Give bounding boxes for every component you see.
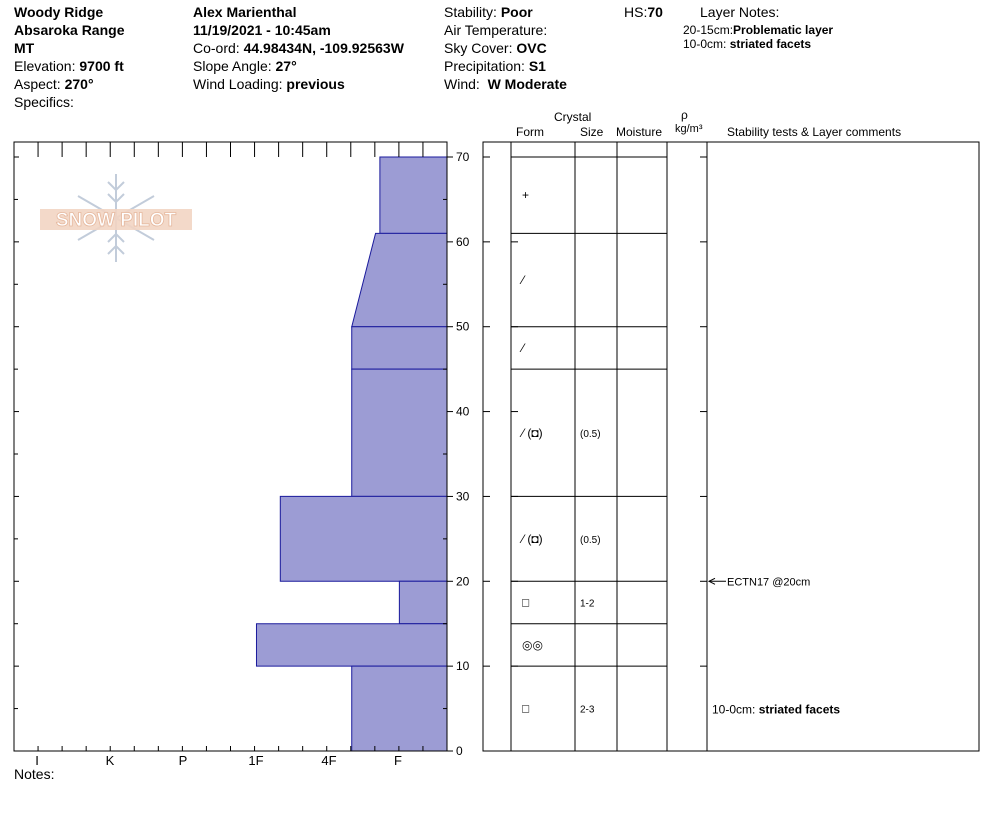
hardness-bar-2 [352,233,447,326]
crystal-size-6: 1-2 [580,598,595,610]
wind: Wind: W Moderate [444,76,567,92]
location-name: Woody Ridge [14,4,104,20]
elevation: Elevation: 9700 ft [14,58,124,74]
layer-notes-title: Layer Notes: [700,4,780,20]
crystal-form-3: ⁄ [522,340,525,355]
crystal-form-7: ◎◎ [522,637,543,652]
air-temperature: Air Temperature: [444,22,548,38]
crystal-size-5: (0.5) [580,534,601,546]
y-tick-label: 70 [456,150,470,164]
x-tick-label: P [178,753,188,768]
crystal-size-8: 2-3 [580,704,595,716]
x-tick-label: F [394,753,402,768]
crystal-form-6: □ [522,595,530,610]
stability: Stability: Poor [444,4,533,20]
coordinates: Co-ord: 44.98434N, -109.92563W [193,40,404,56]
crystal-size-4: (0.5) [580,428,601,440]
y-tick-label: 50 [456,319,470,334]
specifics: Specifics: [14,94,74,110]
y-tick-label: 60 [456,234,470,249]
state: MT [14,40,35,56]
observation-datetime: 11/19/2021 - 10:45am [193,22,331,38]
x-tick-label: 4F [321,753,337,768]
hardness-bar-1 [380,157,447,233]
hardness-bar-8 [352,666,447,751]
hardness-bar-6 [399,581,447,623]
x-tick-label: K [105,753,115,768]
precipitation: Precipitation: S1 [444,58,546,74]
form-header: Form [516,125,544,139]
moisture-header: Moisture [616,125,663,139]
hardness-bar-4 [352,369,447,496]
crystal-form-8: □ [522,701,530,716]
mountain-range: Absaroka Range [14,22,125,38]
layer-comment-1: 10-0cm: striated facets [712,702,841,717]
crystal-form-2: ⁄ [522,273,525,288]
y-tick-label: 10 [456,659,470,674]
slope-angle: Slope Angle: 27° [193,58,297,74]
rho-header: ρ [681,108,688,122]
notes-label: Notes: [14,766,55,782]
hardness-bar-7 [256,624,447,666]
hardness-bar-3 [352,327,447,369]
crystal-form-1: + [522,188,530,203]
x-tick-label: I [35,753,39,768]
crystal-form-4: ⁄ (◘) [522,425,543,440]
layer-note-1: 20-15cm:Problematic layer [683,23,834,37]
crystal-header: Crystal [554,110,592,124]
wind-loading: Wind Loading: previous [193,76,345,92]
density-header: kg/m³ [675,123,703,135]
logo-text: SNOW PILOT [55,210,177,231]
layer-table [483,142,979,751]
observer-name: Alex Marienthal [193,4,297,20]
comments-header: Stability tests & Layer comments [727,125,902,139]
crystal-form-5: ⁄ (◘) [522,531,543,546]
x-tick-label: 1F [248,753,264,768]
y-tick-label: 30 [456,489,470,504]
size-header: Size [580,125,604,139]
y-tick-label: 0 [456,744,463,758]
snow-height: HS:70 [624,4,663,20]
sky-cover: Sky Cover: OVC [444,40,547,56]
hardness-bar-5 [280,496,447,581]
aspect: Aspect: 270° [14,76,94,92]
stability-test-1: ECTN17 @20cm [727,576,811,589]
hardness-bars [256,157,447,751]
y-tick-label: 40 [456,404,470,419]
layer-note-2: 10-0cm: striated facets [683,37,812,51]
y-tick-label: 20 [456,574,470,589]
